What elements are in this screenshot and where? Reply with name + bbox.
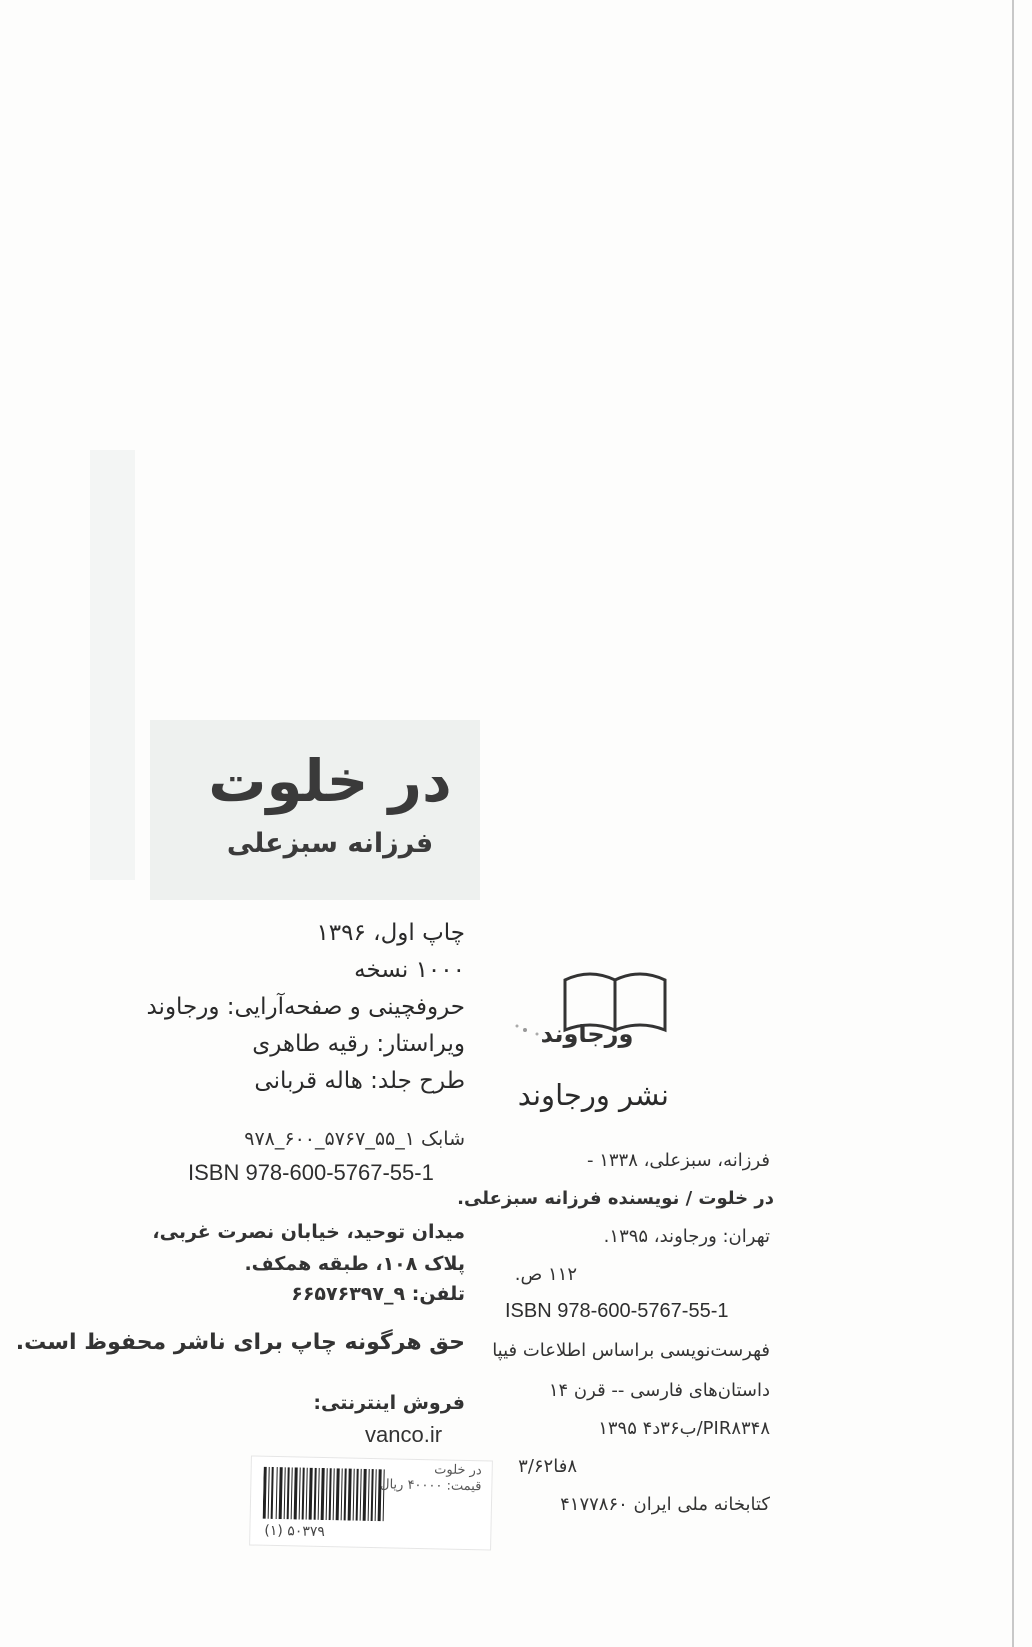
- address-line-2: پلاک ۱۰۸، طبقه همکف.: [244, 1253, 465, 1275]
- cip-author: فرزانه، سبزعلی، ۱۳۳۸ -: [587, 1150, 770, 1171]
- book-author: فرزانه سبزعلی: [226, 828, 434, 859]
- cip-isbn: ISBN 978-600-5767-55-1: [505, 1300, 729, 1322]
- typesetting-line: حروفچینی و صفحه‌آرایی: ورجاوند: [146, 994, 465, 1020]
- page-edge: [1012, 0, 1014, 1647]
- title-block: [200, 747, 460, 859]
- sticker-code: ۵۰۳۷۹ (۱): [264, 1522, 326, 1541]
- cip-ddc: ۸فا۳/۶۲: [518, 1456, 577, 1477]
- cover-design-line: طرح جلد: هاله قربانی: [254, 1068, 465, 1094]
- publisher-logo: [505, 960, 675, 1055]
- cip-national-number: کتابخانه ملی ایران ۴۱۷۷۸۶۰: [560, 1494, 770, 1515]
- bleed-through-shadow: [90, 450, 135, 880]
- phone-line: تلفن: ۹_۶۶۵۷۶۳۹۷: [291, 1283, 465, 1305]
- sticker-title: در خلوت: [434, 1462, 482, 1479]
- cip-lcc: PIR۸۳۴۸/ب۳۶د۴ ۱۳۹۵: [598, 1418, 770, 1439]
- logo-text: ورجاوند: [540, 1020, 634, 1048]
- cip-title: در خلوت / نویسنده فرزانه سبزعلی.: [457, 1188, 774, 1209]
- edition-line: چاپ اول، ۱۳۹۶: [316, 920, 465, 946]
- isbn-persian: شابک ۱_۵۵_۵۷۶۷_۶۰۰_۹۷۸: [244, 1128, 465, 1150]
- cip-imprint: تهران: ورجاوند، ۱۳۹۵.: [603, 1226, 770, 1247]
- price-sticker: [249, 1455, 493, 1550]
- publisher-name: نشر ورجاوند: [517, 1078, 669, 1112]
- isbn-latin: ISBN 978-600-5767-55-1: [188, 1160, 434, 1185]
- online-sales-url[interactable]: vanco.ir: [365, 1422, 443, 1447]
- editor-line: ویراستار: رقیه طاهری: [252, 1031, 465, 1057]
- online-sales-label: فروش اینترنتی:: [313, 1392, 465, 1414]
- cip-subject: داستان‌های فارسی -- قرن ۱۴: [548, 1380, 770, 1401]
- sticker-price: قیمت: ۴۰۰۰۰ ریال: [379, 1477, 482, 1495]
- rights-notice: حق هرگونه چاپ برای ناشر محفوظ است.: [15, 1330, 465, 1355]
- book-title: در خلوت: [208, 747, 452, 815]
- print-run-line: ۱۰۰۰ نسخه: [354, 957, 465, 983]
- cip-pages: ۱۱۲ ص.: [514, 1264, 577, 1285]
- address-line-1: میدان توحید، خیابان نصرت غربی،: [152, 1221, 465, 1243]
- cip-fipa-note: فهرست‌نویسی براساس اطلاعات فیپا: [492, 1340, 770, 1361]
